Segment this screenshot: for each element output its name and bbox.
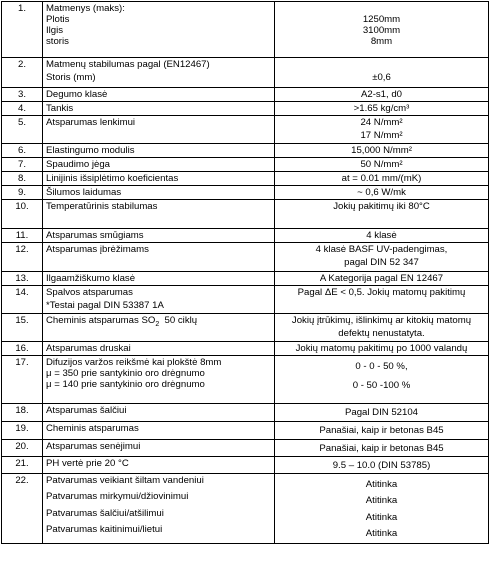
row-number: 2. [2,58,43,88]
table-row [2,88,489,102]
row-number: 20. [2,440,43,457]
row-number: 6. [2,144,43,158]
property-name: Temperatūrinis stabilumas [43,200,275,229]
row-number: 8. [2,172,43,186]
row-number: 16. [2,342,43,356]
table-row [2,457,489,474]
table-row [2,229,489,243]
property-value: Panašiai, kaip ir betonas B45 [275,440,489,457]
row-number: 17. [2,356,43,404]
property-name: Spalvos atsparumas *Testai pagal DIN 53387 1A [43,286,275,314]
property-name: Degumo klasė [43,88,275,102]
property-value: 50 N/mm² [275,158,489,172]
property-name: Patvarumas veikiant šiltam vandeniui Patvarumas mirkymui/džiovinimui Patvarumas šalčiui/atšilimui Patvarumas kaitinimui/lietui [43,474,275,544]
property-name: Atsparumas šalčiui [43,404,275,422]
row-number: 21. [2,457,43,474]
row-number: 14. [2,286,43,314]
property-name: Elastingumo modulis [43,144,275,158]
property-value: Pagal ΔE < 0,5. Jokių matomų pakitimų [275,286,489,314]
property-name: Linijinis išsiplėtimo koeficientas [43,172,275,186]
specifications-table [1,1,489,544]
property-value: 15,000 N/mm² [275,144,489,158]
table-row [2,243,489,272]
table-row [2,342,489,356]
table-row [2,2,489,58]
table-row [2,186,489,200]
row-number: 9. [2,186,43,200]
row-number: 5. [2,116,43,144]
property-value: A2-s1, d0 [275,88,489,102]
table-row [2,286,489,314]
property-value: Jokių įtrūkimų, išlinkimų ar kitokių matomų defektų nenustatyta. [275,314,489,342]
property-name: Atsparumas įbrėžimams [43,243,275,272]
table-row [2,356,489,404]
property-name: Atsparumas lenkimui [43,116,275,144]
property-value: Panašiai, kaip ir betonas B45 [275,422,489,440]
table-row [2,314,489,342]
property-value: ~ 0,6 W/mk [275,186,489,200]
row-number: 11. [2,229,43,243]
row-number: 13. [2,272,43,286]
property-value: at = 0.01 mm/(mK) [275,172,489,186]
property-value: 4 klasė [275,229,489,243]
table-row [2,474,489,544]
property-name: Cheminis atsparumas [43,422,275,440]
table-row [2,422,489,440]
property-name: Matmenų stabilumas pagal (EN12467) Storis (mm) [43,58,275,88]
table-row [2,58,489,88]
property-value: 1250mm 3100mm 8mm [275,2,489,58]
row-number: 7. [2,158,43,172]
property-value: >1.65 kg/cm³ [275,102,489,116]
row-number: 18. [2,404,43,422]
property-name: Ilgaamžiškumo klasė [43,272,275,286]
table-row [2,404,489,422]
row-number: 10. [2,200,43,229]
property-name: Spaudimo jėga [43,158,275,172]
property-value: 4 klasė BASF UV-padengimas, pagal DIN 52 347 [275,243,489,272]
row-number: 15. [2,314,43,342]
row-number: 3. [2,88,43,102]
property-name: Difuzijos varžos reikšmė kai plokštė 8mm μ = 350 prie santykinio oro drėgnumo μ = 140 prie santykinio oro drėgnumo [43,356,275,404]
table-row [2,440,489,457]
property-value: Jokių pakitimų iki 80°C [275,200,489,229]
property-value: 24 N/mm² 17 N/mm² [275,116,489,144]
row-number: 1. [2,2,43,58]
table-row [2,272,489,286]
row-number: 12. [2,243,43,272]
property-value: Pagal DIN 52104 [275,404,489,422]
property-name: Tankis [43,102,275,116]
table-row [2,200,489,229]
table-row [2,116,489,144]
property-name: Atsparumas smūgiams [43,229,275,243]
table-row [2,102,489,116]
property-name: Atsparumas senėjimui [43,440,275,457]
property-value: 0 - 0 - 50 %, 0 - 50 -100 % [275,356,489,404]
property-value: Atitinka Atitinka Atitinka Atitinka [275,474,489,544]
table-row [2,158,489,172]
property-value: ±0,6 [275,58,489,88]
property-value: 9.5 – 10.0 (DIN 53785) [275,457,489,474]
property-name: Matmenys (maks): Plotis Ilgis storis [43,2,275,58]
row-number: 22. [2,474,43,544]
row-number: 4. [2,102,43,116]
property-name: Šilumos laidumas [43,186,275,200]
table-row [2,144,489,158]
property-value: A Kategorija pagal EN 12467 [275,272,489,286]
property-name: Atsparumas druskai [43,342,275,356]
property-value: Jokių matomų pakitimų po 1000 valandų [275,342,489,356]
property-name: PH vertė prie 20 °C [43,457,275,474]
row-number: 19. [2,422,43,440]
property-name: Cheminis atsparumas $SO_2$ 50 ciklų [43,314,275,342]
table-row [2,172,489,186]
